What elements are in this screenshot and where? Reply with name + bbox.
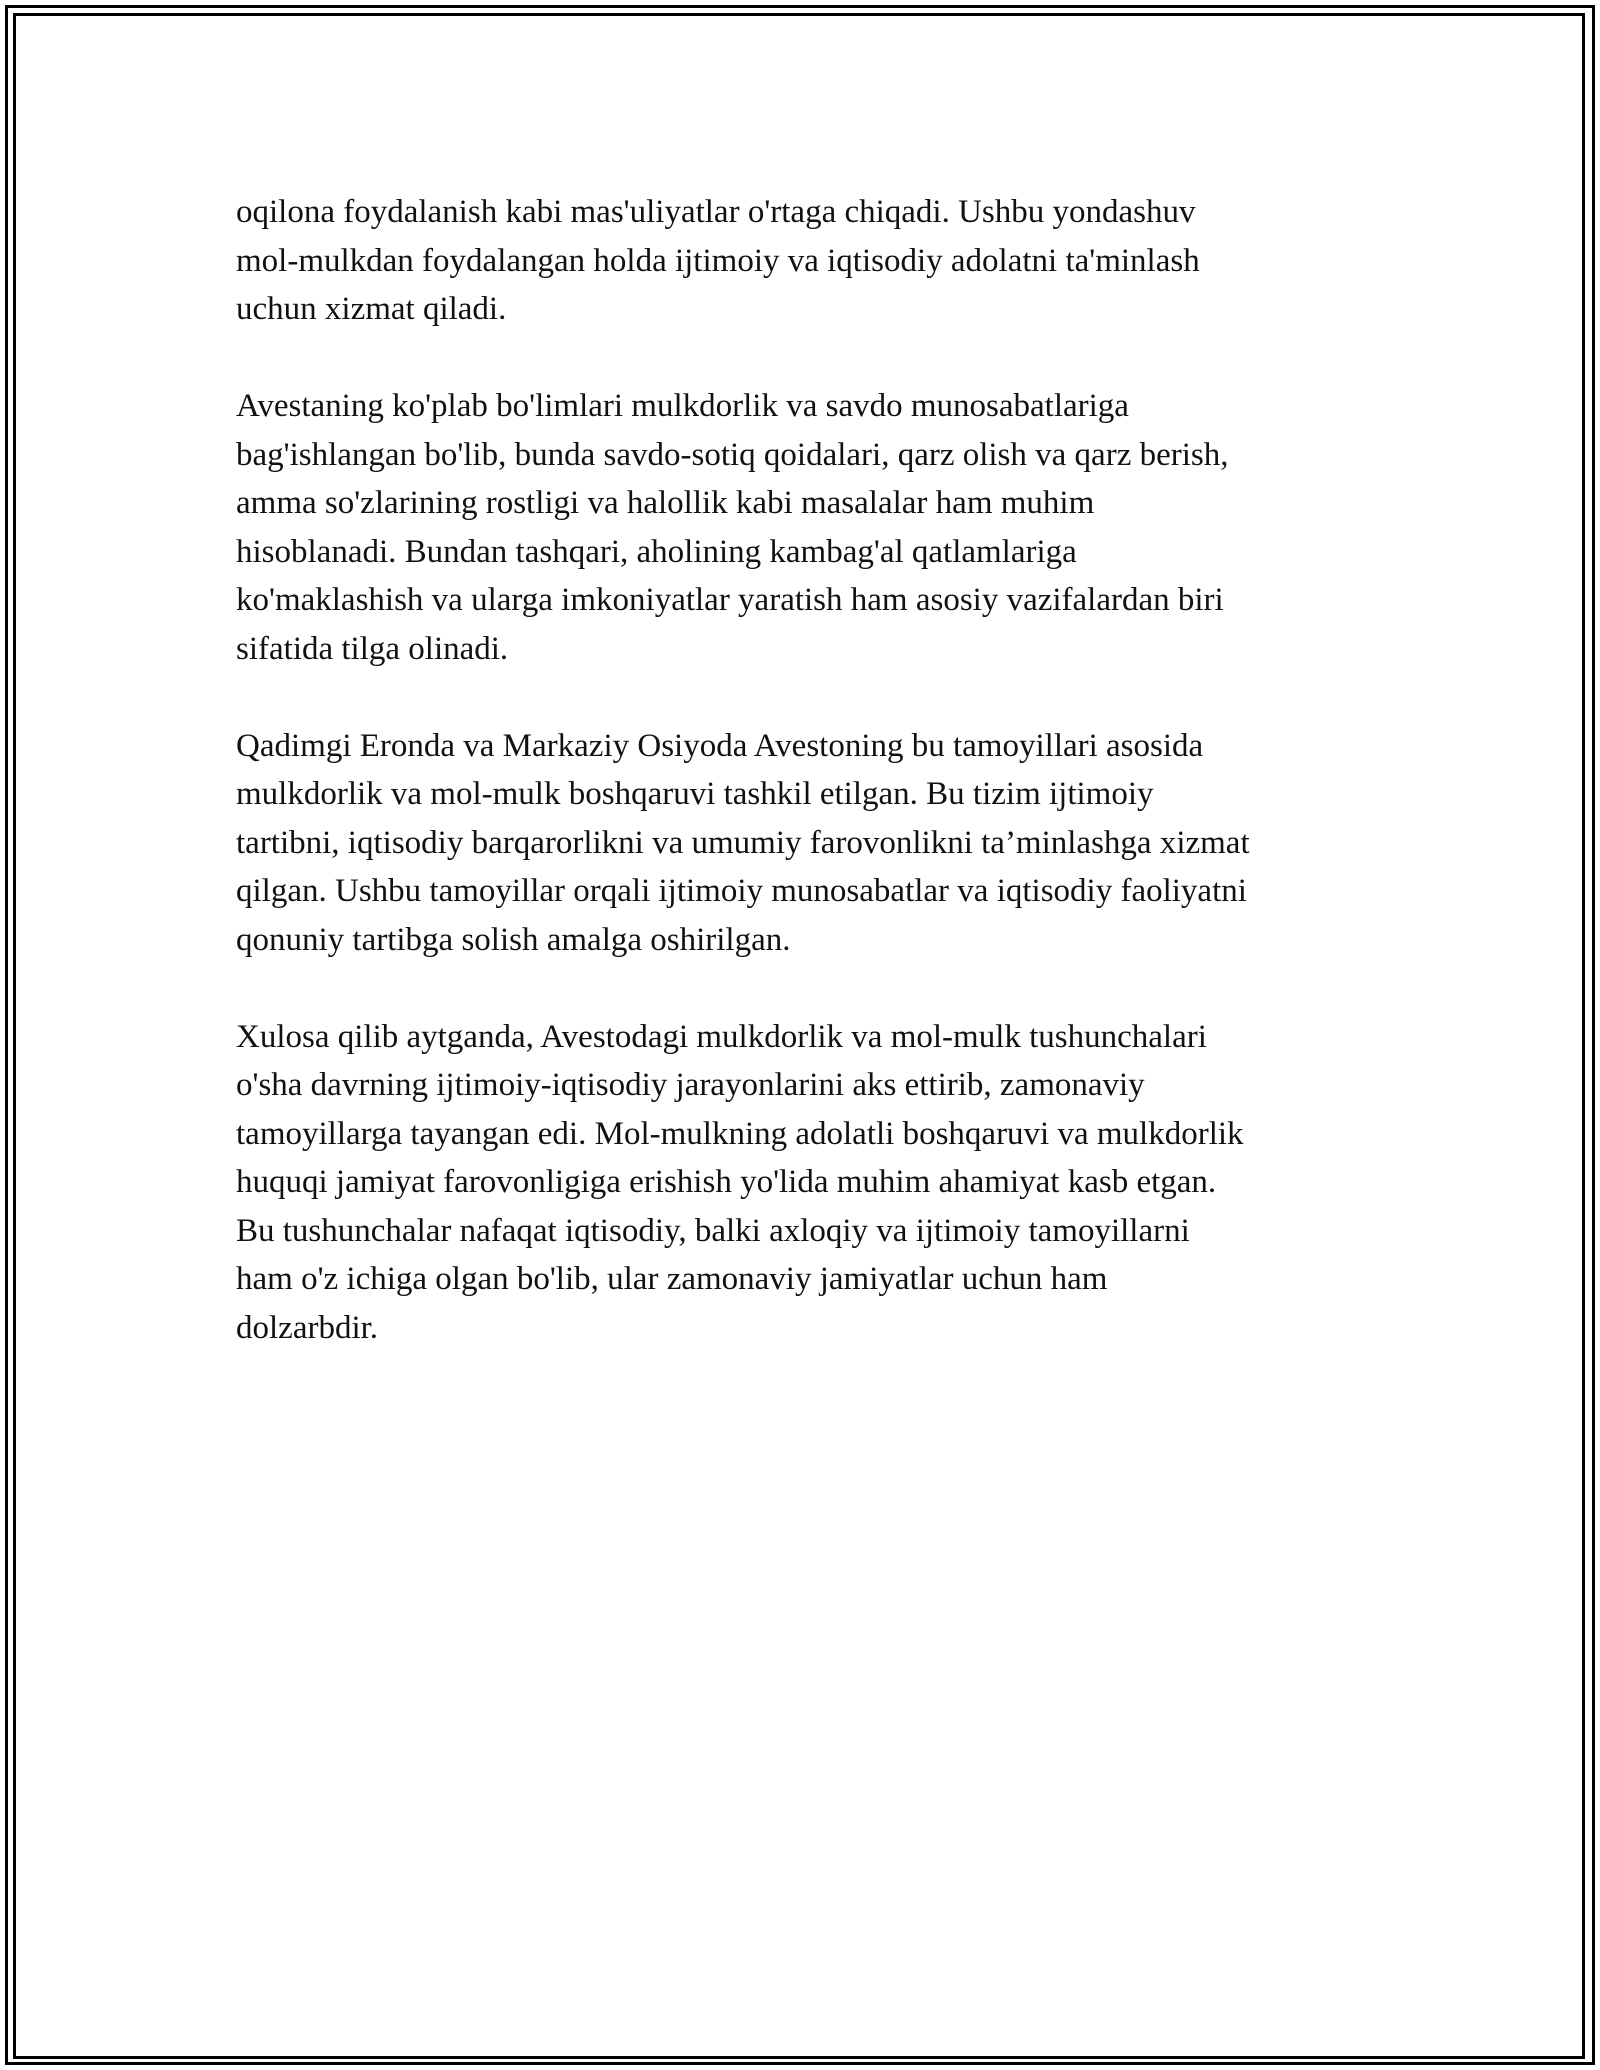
text-line: oqilona foydalanish kabi mas'uliyatlar o'rtaga chiqadi. Ushbu yondashuv: [236, 194, 1196, 230]
text-line: qonuniy tartibga solish amalga oshirilgan.: [236, 921, 791, 958]
text-line: dolzarbdir.: [236, 1309, 379, 1346]
text-line: Avestaning ko'plab bo'limlari mulkdorlik va savdo munosabatlariga: [236, 388, 1129, 424]
text-line: ko'maklashish va ularga imkoniyatlar yaratish ham asosiy vazifalardan biri: [236, 582, 1224, 618]
text-line: tartibni, iqtisodiy barqarorlikni va umumiy farovonlikni ta’minlashga xizmat: [236, 824, 1250, 861]
text-line: bag'ishlangan bo'lib, bunda savdo-sotiq qoidalari, qarz olish va qarz berish,: [236, 436, 1229, 473]
text-line: hisoblanadi. Bundan tashqari, aholining kambag'al qatlamlariga: [236, 533, 1077, 570]
paragraph-1: [236, 188, 1376, 334]
text-line: o'sha davrning ijtimoiy-iqtisodiy jarayonlarini aks ettirib, zamonaviy: [236, 1067, 1145, 1103]
text-line: mol-mulkdan foydalangan holda ijtimoiy va iqtisodiy adolatni ta'minlash: [236, 242, 1200, 279]
text-line: huquqi jamiyat farovonligiga erishish yo'lida muhim ahamiyat kasb etgan.: [236, 1164, 1217, 1200]
text-line: Bu tushunchalar nafaqat iqtisodiy, balki axloqiy va ijtimoiy tamoyillarni: [236, 1212, 1190, 1249]
document-body: [236, 188, 1376, 1401]
paragraph-3: [236, 722, 1376, 965]
paragraph-2: [236, 382, 1376, 673]
paragraph-4: [236, 1013, 1376, 1353]
text-line: uchun xizmat qiladi.: [236, 291, 507, 327]
text-line: sifatida tilga olinadi.: [236, 630, 509, 667]
text-line: Qadimgi Eronda va Markaziy Osiyoda Avestoning bu tamoyillari asosida: [236, 727, 1204, 764]
text-line: mulkdorlik va mol-mulk boshqaruvi tashkil etilgan. Bu tizim ijtimoiy: [236, 776, 1154, 812]
text-line: tamoyillarga tayangan edi. Mol-mulkning adolatli boshqaruvi va mulkdorlik: [236, 1115, 1244, 1152]
text-line: Xulosa qilib aytganda, Avestodagi mulkdorlik va mol-mulk tushunchalari: [236, 1018, 1207, 1055]
text-line: qilgan. Ushbu tamoyillar orqali ijtimoiy munosabatlar va iqtisodiy faoliyatni: [236, 873, 1247, 909]
text-line: amma so'zlarining rostligi va halollik kabi masalalar ham muhim: [236, 485, 1095, 521]
text-line: ham o'z ichiga olgan bo'lib, ular zamonaviy jamiyatlar uchun ham: [236, 1261, 1108, 1297]
